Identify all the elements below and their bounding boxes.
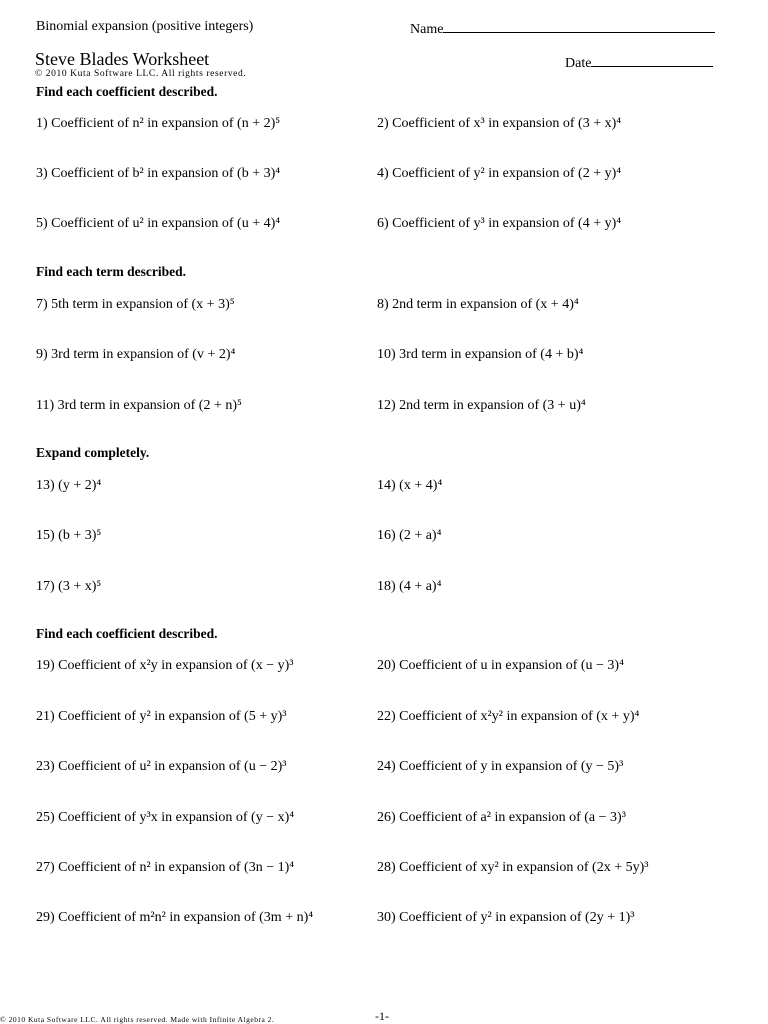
section-heading-coefficient: Find each coefficient described. <box>36 84 218 99</box>
problem-13: 13) (y + 2)⁴ <box>36 478 102 493</box>
problem-15: 15) (b + 3)⁵ <box>36 528 102 543</box>
name-blank-line[interactable] <box>443 19 715 33</box>
problem-10: 10) 3rd term in expansion of (4 + b)⁴ <box>377 347 584 362</box>
page-number: -1- <box>375 1009 389 1023</box>
problem-5: 5) Coefficient of u² in expansion of (u + 4)⁴ <box>36 216 281 231</box>
worksheet-subject: Binomial expansion (positive integers) <box>36 19 254 34</box>
problem-21: 21) Coefficient of y² in expansion of (5 + y)³ <box>36 709 287 724</box>
problem-19: 19) Coefficient of x²y in expansion of (x − y)³ <box>36 658 294 673</box>
problem-7: 7) 5th term in expansion of (x + 3)⁵ <box>36 297 235 312</box>
problem-29: 29) Coefficient of m²n² in expansion of (3m + n)⁴ <box>36 910 314 925</box>
section-heading-coefficient-2: Find each coefficient described. <box>36 626 218 641</box>
problem-8: 8) 2nd term in expansion of (x + 4)⁴ <box>377 297 579 312</box>
problem-6: 6) Coefficient of y³ in expansion of (4 + y)⁴ <box>377 216 622 231</box>
problem-22: 22) Coefficient of x²y² in expansion of (x + y)⁴ <box>377 709 640 724</box>
problem-17: 17) (3 + x)⁵ <box>36 579 102 594</box>
problem-1: 1) Coefficient of n² in expansion of (n + 2)⁵ <box>36 116 281 131</box>
worksheet-title: Steve Blades Worksheet <box>35 49 210 69</box>
date-field[interactable] <box>565 53 713 72</box>
problem-23: 23) Coefficient of u² in expansion of (u − 2)³ <box>36 759 287 774</box>
problem-26: 26) Coefficient of a² in expansion of (a − 3)³ <box>377 810 626 825</box>
date-blank-line[interactable] <box>591 53 713 67</box>
problem-25: 25) Coefficient of y³x in expansion of (y − x)⁴ <box>36 810 295 825</box>
problem-11: 11) 3rd term in expansion of (2 + n)⁵ <box>36 398 242 413</box>
problem-30: 30) Coefficient of y² in expansion of (2y + 1)³ <box>377 910 635 925</box>
problem-20: 20) Coefficient of u in expansion of (u − 3)⁴ <box>377 658 624 673</box>
problem-2: 2) Coefficient of x³ in expansion of (3 + x)⁴ <box>377 116 622 131</box>
problem-12: 12) 2nd term in expansion of (3 + u)⁴ <box>377 398 586 413</box>
problem-16: 16) (2 + a)⁴ <box>377 528 442 543</box>
problem-4: 4) Coefficient of y² in expansion of (2 + y)⁴ <box>377 166 622 181</box>
header-copyright: © 2010 Kuta Software LLC. All rights reserved. <box>35 69 247 79</box>
problem-24: 24) Coefficient of y in expansion of (y − 5)³ <box>377 759 624 774</box>
problem-18: 18) (4 + a)⁴ <box>377 579 442 594</box>
name-label: Name <box>410 22 444 37</box>
footer-copyright: © 2010 Kuta Software LLC. All rights reserved. Made with Infinite Algebra 2. <box>0 1015 275 1024</box>
name-field[interactable] <box>410 19 715 38</box>
problem-14: 14) (x + 4)⁴ <box>377 478 443 493</box>
problem-9: 9) 3rd term in expansion of (v + 2)⁴ <box>36 347 236 362</box>
section-heading-term: Find each term described. <box>36 264 186 279</box>
date-label: Date <box>565 56 592 71</box>
problem-28: 28) Coefficient of xy² in expansion of (2x + 5y)³ <box>377 860 649 875</box>
problem-3: 3) Coefficient of b² in expansion of (b + 3)⁴ <box>36 166 281 181</box>
section-heading-expand: Expand completely. <box>36 445 150 460</box>
problem-27: 27) Coefficient of n² in expansion of (3n − 1)⁴ <box>36 860 295 875</box>
